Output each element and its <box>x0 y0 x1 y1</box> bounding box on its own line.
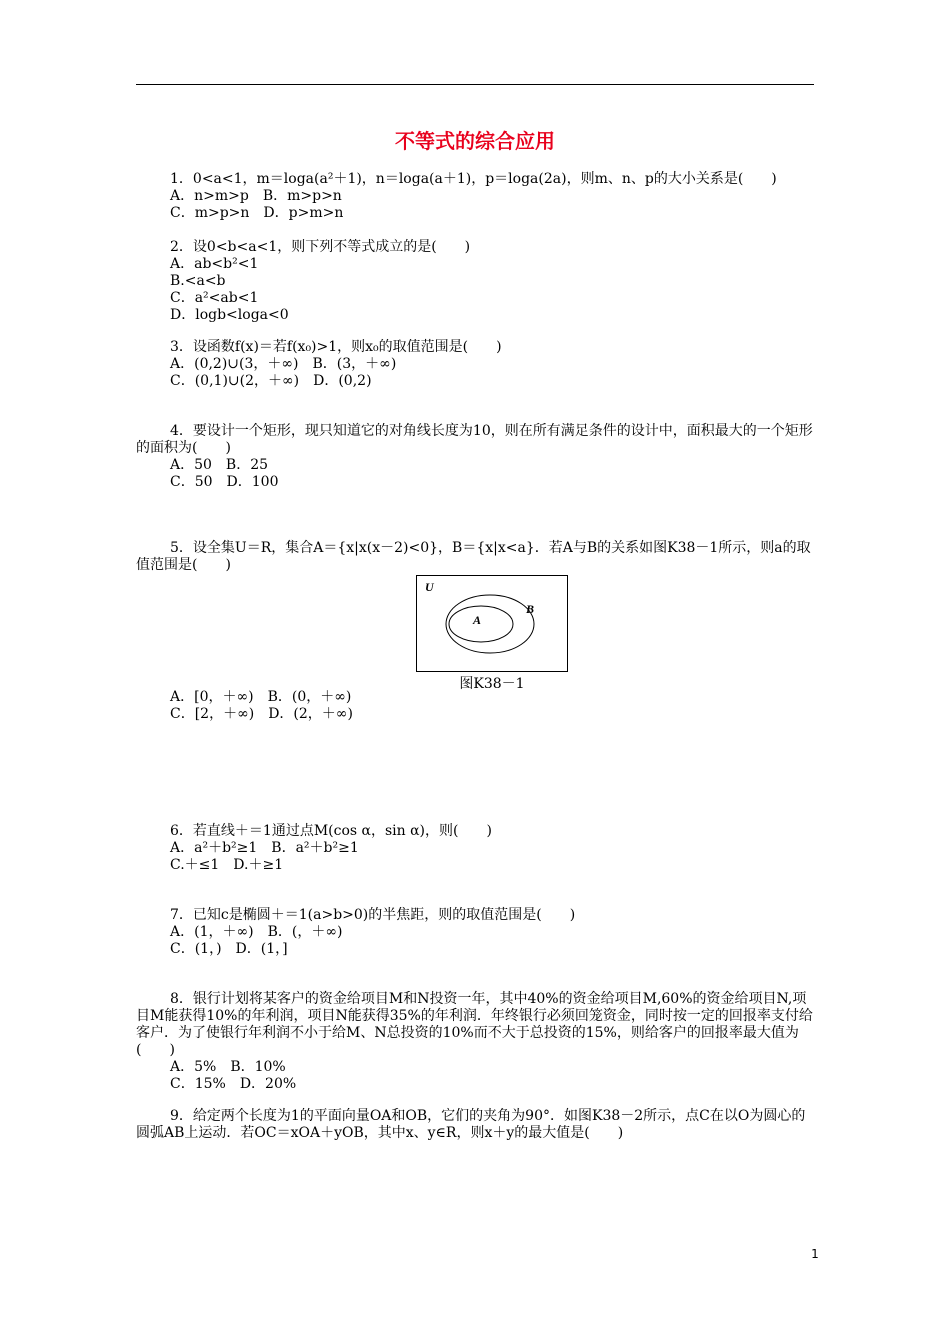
label-u: U <box>425 580 434 594</box>
question-option: C．m>p>n D．p>m>n <box>170 205 344 221</box>
question-5 <box>136 540 816 574</box>
question-5-options <box>136 689 816 723</box>
question-option: A．50 B．25 <box>170 457 269 473</box>
question-stem: 1．0<a<1，m＝loga(a²＋1)，n＝loga(a＋1)，p＝loga(2a)，则m、n、p的大小关系是( ) <box>170 171 777 187</box>
question-option: D．logb<loga<0 <box>170 307 289 323</box>
venn-diagram-k38-1 <box>416 575 568 672</box>
question-option: C．[2，＋∞) D．(2，＋∞) <box>170 706 353 722</box>
page-title: 不等式的综合应用 <box>395 129 555 153</box>
question-option: C．15% D．20% <box>170 1076 297 1092</box>
question-option: B.<a<b <box>170 273 226 289</box>
question-8 <box>136 991 816 1093</box>
question-stem: 8．银行计划将某客户的资金给项目M和N投资一年，其中40%的资金给项目M,60%的资金给项目N,项目M能获得10%的年利润，项目N能获得35%的年利润．年终银行必须回笼资金，同时按一定的回报率支付给客户．为了使银行年利润不小于给M、N总投资的10%而不大于总投资的15%，则给客户的回报率最大值为( ) <box>136 991 813 1058</box>
question-option: C．(1，) D．(1，] <box>170 941 288 957</box>
header-rule <box>136 84 814 85</box>
question-option: A．(1，＋∞) B．(，＋∞) <box>170 924 343 940</box>
question-option: A．5% B．10% <box>170 1059 286 1075</box>
question-2 <box>136 239 816 324</box>
question-option: C．(0,1)∪(2，＋∞) D．(0,2) <box>170 373 372 389</box>
question-option: A．(0,2)∪(3，＋∞) B．(3，＋∞) <box>170 356 397 372</box>
page-number: 1 <box>811 1247 819 1261</box>
question-stem: 9．给定两个长度为1的平面向量OA和OB，它们的夹角为90°．如图K38－2所示，点C在以O为圆心的圆弧AB上运动．若OC＝xOA＋yOB，其中x、y∈R，则x＋y的最大值是( ) <box>136 1108 806 1141</box>
question-option: C．a²<ab<1 <box>170 290 259 306</box>
question-4 <box>136 423 816 491</box>
question-option: A．[0，＋∞) B．(0，＋∞) <box>170 689 352 705</box>
question-9 <box>136 1108 816 1142</box>
question-option: C.＋≤1 D.＋≥1 <box>170 857 284 873</box>
set-b-ellipse <box>446 595 534 653</box>
question-stem: 3．设函数f(x)＝若f(x₀)>1，则x₀的取值范围是( ) <box>170 339 502 355</box>
question-1 <box>136 171 816 222</box>
figure-caption: 图K38－1 <box>459 676 525 692</box>
question-stem: 2．设0<b<a<1，则下列不等式成立的是( ) <box>170 239 471 255</box>
question-stem: 5．设全集U＝R，集合A＝{x|x(x－2)<0}，B＝{x|x<a}．若A与B的关系如图K38－1所示，则a的取值范围是( ) <box>136 540 811 573</box>
label-b: B <box>526 602 535 616</box>
question-stem: 7．已知c是椭圆＋＝1(a>b>0)的半焦距，则的取值范围是( ) <box>170 907 576 923</box>
question-stem: 4．要设计一个矩形，现只知道它的对角线长度为10，则在所有满足条件的设计中，面积最大的一个矩形的面积为( ) <box>136 423 813 456</box>
question-option: C．50 D．100 <box>170 474 279 490</box>
question-option: A．a²＋b²≥1 B．a²＋b²≥1 <box>170 840 359 856</box>
question-option: A．ab<b²<1 <box>170 256 259 272</box>
question-option: A．n>m>p B．m>p>n <box>170 188 342 204</box>
question-3 <box>136 339 816 390</box>
question-stem: 6．若直线＋＝1通过点M(cos α，sin α)，则( ) <box>170 823 492 839</box>
label-a: A <box>473 613 482 627</box>
question-6 <box>136 823 816 874</box>
question-7 <box>136 907 816 958</box>
